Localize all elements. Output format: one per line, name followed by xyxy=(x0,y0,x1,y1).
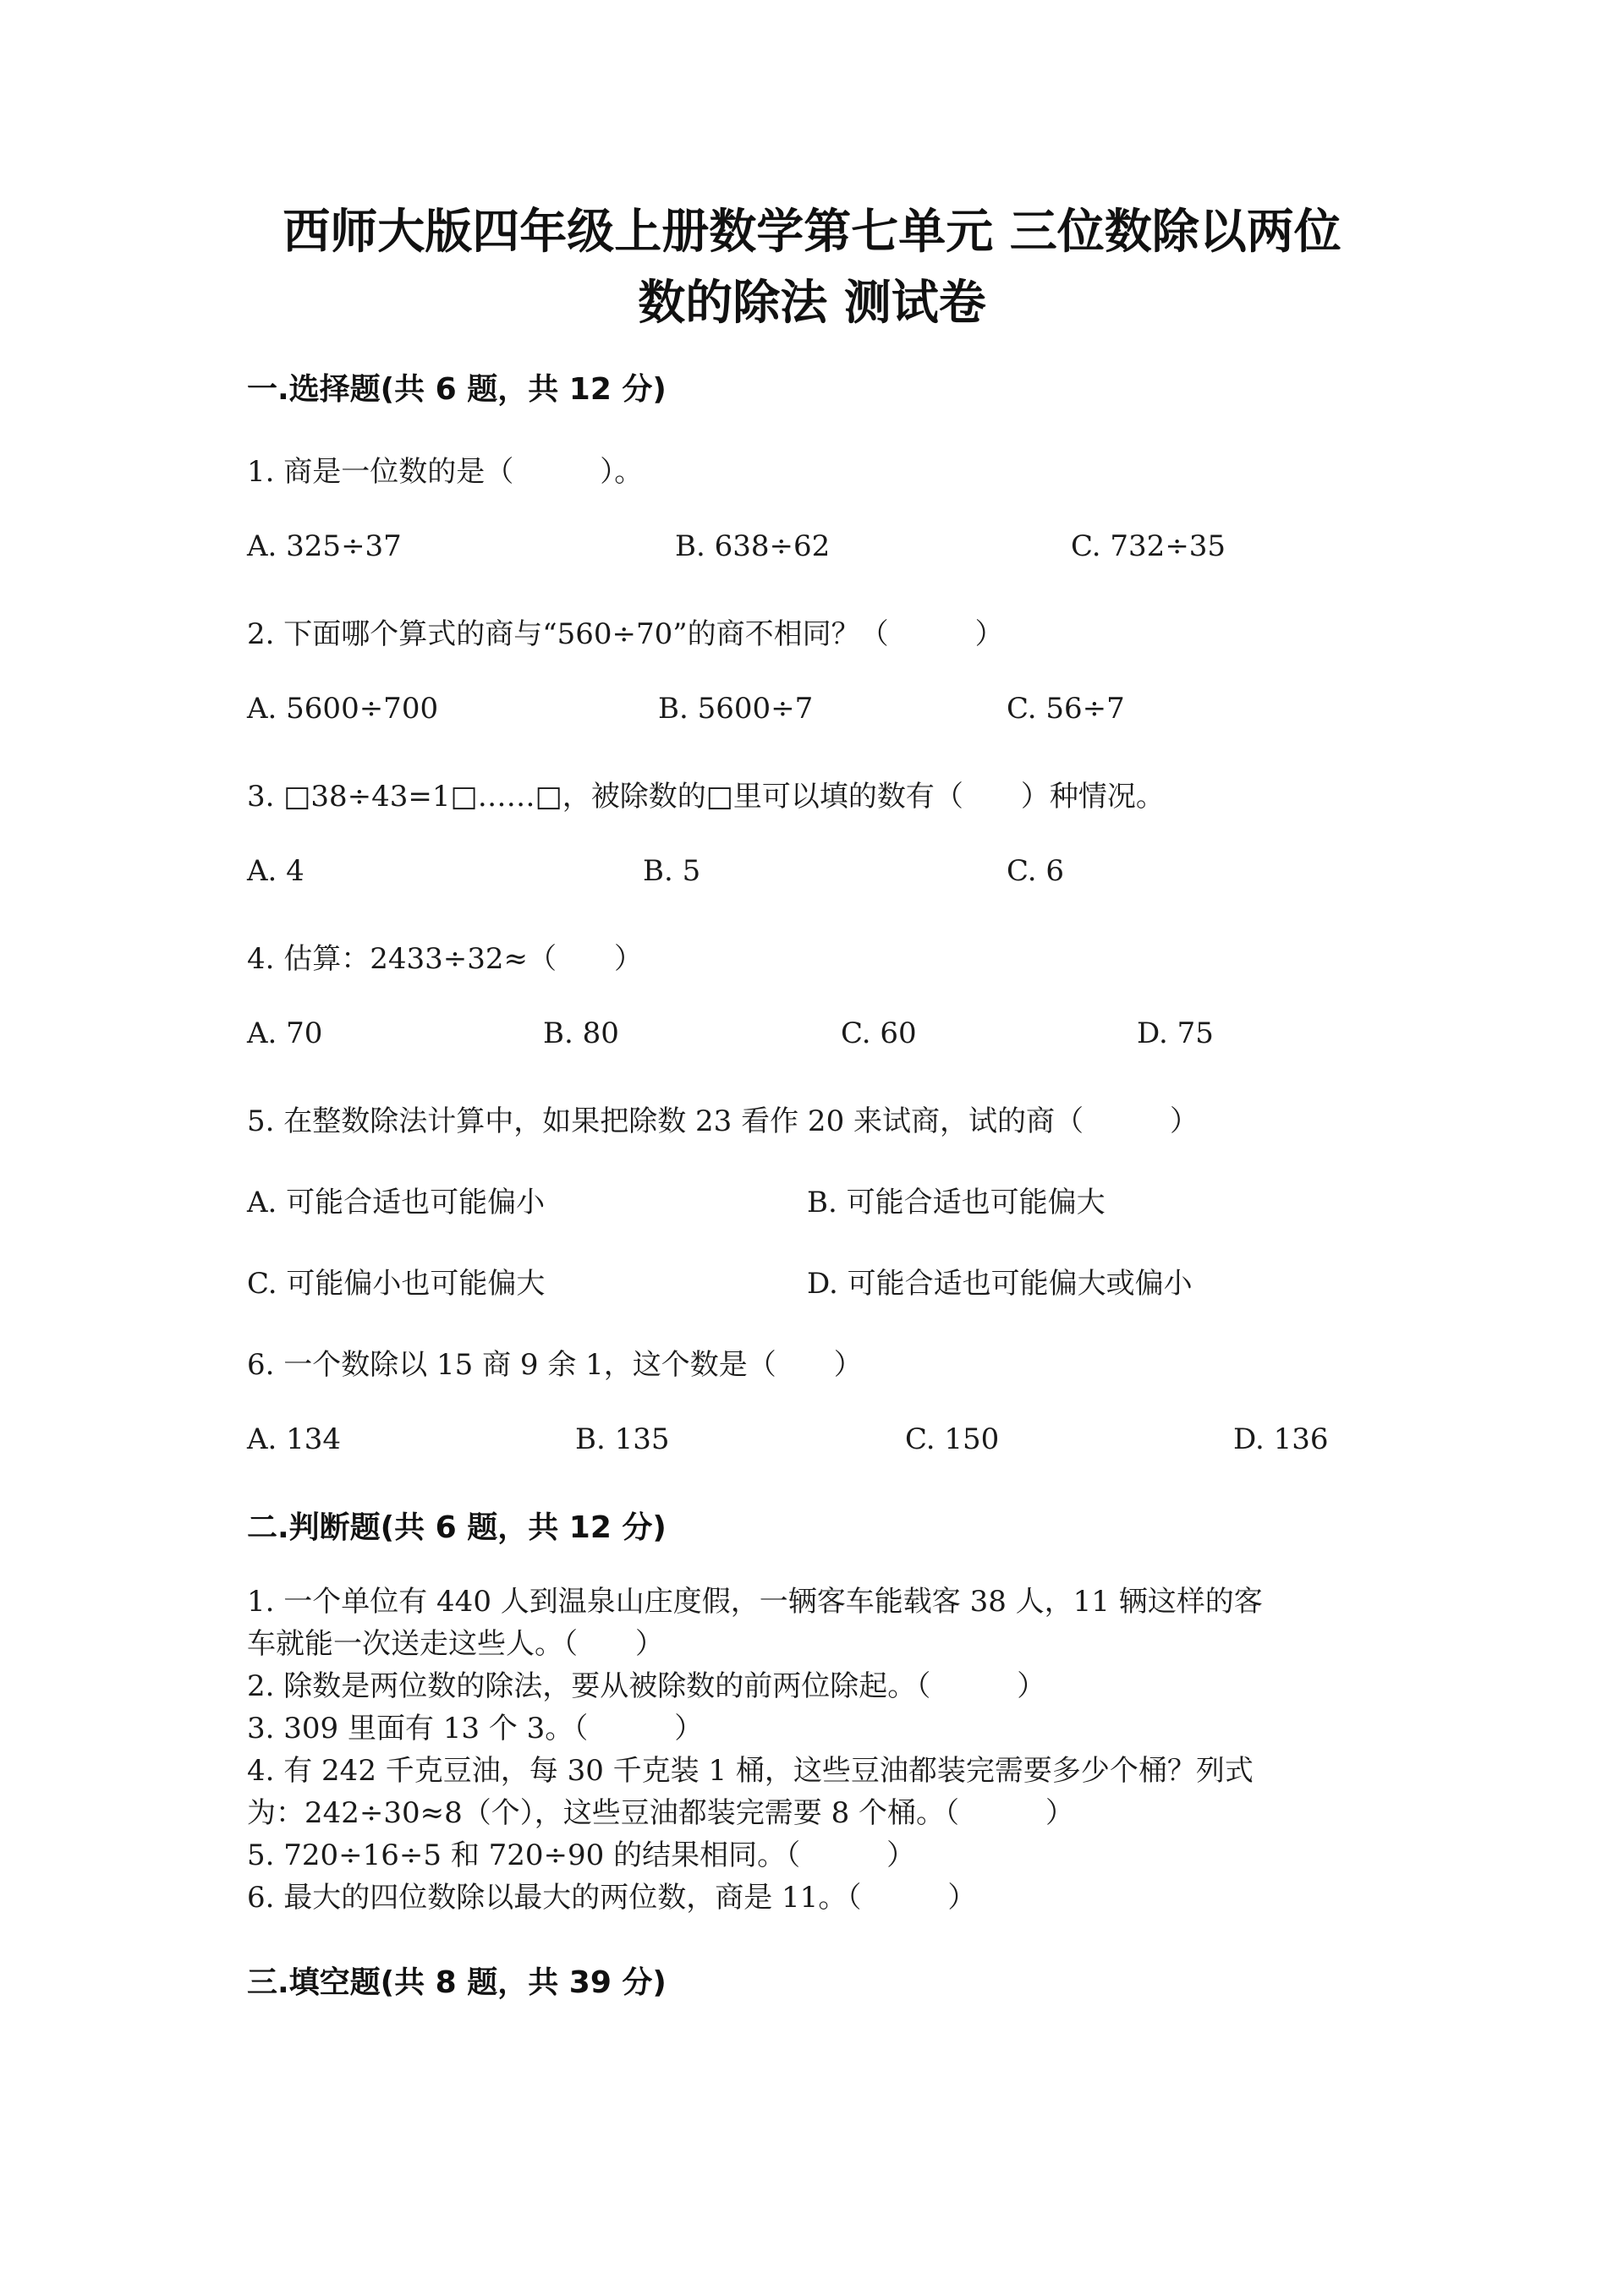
q5-option-b: B. 可能合适也可能偏大 xyxy=(807,1186,1106,1219)
q5-option-d: D. 可能合适也可能偏大或偏小 xyxy=(807,1267,1193,1301)
q5-text: 5. 在整数除法计算中，如果把除数 23 看作 20 来试商，试的商（ ） xyxy=(247,1104,1199,1138)
q2-option-b: B. 5600÷7 xyxy=(658,692,814,726)
judge-line-8: 6. 最大的四位数除以最大的两位数，商是 11。（ ） xyxy=(247,1881,977,1915)
section-2-heading: 二.判断题(共 6 题，共 12 分) xyxy=(247,1510,667,1545)
q4-option-a: A. 70 xyxy=(247,1016,323,1050)
q3-option-c: C. 6 xyxy=(1007,854,1065,888)
q4-option-c: C. 60 xyxy=(841,1016,917,1050)
q6-option-a: A. 134 xyxy=(247,1422,342,1456)
q5-option-a: A. 可能合适也可能偏小 xyxy=(247,1186,546,1219)
q4-option-b: B. 80 xyxy=(543,1016,619,1050)
q1-option-c: C. 732÷35 xyxy=(1071,529,1226,563)
section-3-heading: 三.填空题(共 8 题，共 39 分) xyxy=(247,1965,667,2000)
q2-option-a: A. 5600÷700 xyxy=(247,692,439,726)
title-line-2: 数的除法 测试卷 xyxy=(638,275,986,331)
q1-text: 1. 商是一位数的是（ ）。 xyxy=(247,455,644,489)
q6-option-b: B. 135 xyxy=(575,1422,670,1456)
q3-option-b: B. 5 xyxy=(643,854,701,888)
title-line-1: 西师大版四年级上册数学第七单元 三位数除以两位 xyxy=(283,204,1341,260)
q2-text: 2. 下面哪个算式的商与“560÷70”的商不相同？（ ） xyxy=(247,617,1004,651)
q6-text: 6. 一个数除以 15 商 9 余 1，这个数是（ ） xyxy=(247,1348,863,1382)
section-1-heading: 一.选择题(共 6 题，共 12 分) xyxy=(247,372,667,407)
q5-option-c: C. 可能偏小也可能偏大 xyxy=(247,1267,546,1301)
judge-line-7: 5. 720÷16÷5 和 720÷90 的结果相同。（ ） xyxy=(247,1838,916,1872)
q4-text: 4. 估算：2433÷32≈（ ） xyxy=(247,942,644,976)
q2-option-c: C. 56÷7 xyxy=(1007,692,1125,726)
q6-option-c: C. 150 xyxy=(905,1422,1000,1456)
q3-text: 3. □38÷43=1□……□，被除数的□里可以填的数有（ ）种情况。 xyxy=(247,780,1165,814)
q3-option-a: A. 4 xyxy=(247,854,304,888)
judge-line-6: 为：242÷30≈8（个），这些豆油都装完需要 8 个桶。（ ） xyxy=(247,1796,1075,1830)
judge-line-3: 2. 除数是两位数的除法，要从被除数的前两位除起。（ ） xyxy=(247,1669,1046,1703)
judge-line-4: 3. 309 里面有 13 个 3。（ ） xyxy=(247,1712,704,1745)
judge-line-5: 4. 有 242 千克豆油，每 30 千克装 1 桶，这些豆油都装完需要多少个桶？列式 xyxy=(247,1754,1254,1788)
q1-option-a: A. 325÷37 xyxy=(247,529,402,563)
judge-line-1: 1. 一个单位有 440 人到温泉山庄度假，一辆客车能载客 38 人，11 辆这样的客 xyxy=(247,1585,1263,1619)
q4-option-d: D. 75 xyxy=(1137,1016,1214,1050)
judge-line-2: 车就能一次送走这些人。（ ） xyxy=(247,1627,664,1661)
q1-option-b: B. 638÷62 xyxy=(675,529,831,563)
q6-option-d: D. 136 xyxy=(1233,1422,1329,1456)
page-title xyxy=(203,196,1421,338)
